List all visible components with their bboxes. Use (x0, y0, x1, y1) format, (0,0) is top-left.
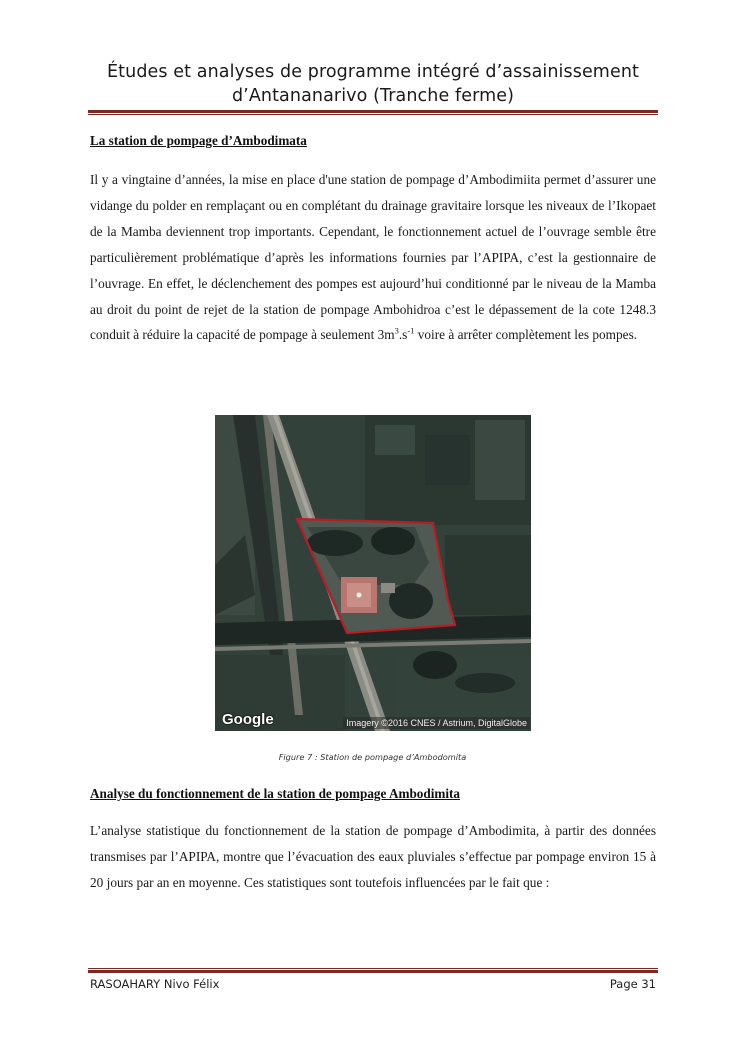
running-header (88, 60, 658, 108)
superscript-minus-one: -1 (407, 326, 415, 337)
header-title-line1: Études et analyses de programme intégré d’assainissement (107, 62, 639, 82)
paragraph-text-part1: Il y a vingtaine d’années, la mise en place d'une station de pompage d’Ambodimiita permet d’assurer une vidange du polder en remplaçant ou en complétant du drainage gravitaire lorsque les niveaux de l’Ikopaet de la Mamba deviennent trop importants. Cependant, le fonctionnement actuel de l’ouvrage semble être particulièrement problématique d’après les informations fournies par l’APIPA, c’est la gestionnaire de l’ouvrage. En effet, le déclenchement des pompes est aujourd’hui conditionné par le niveau de la Mamba au droit du point de rejet de la station de pompage Ambohidroa c’est le dépassement de la cote 1248.3 conduit à réduire la capacité de pompage à seulement 3m (90, 172, 656, 343)
header-divider (88, 110, 658, 116)
figure-caption: Figure 7 : Station de pompage d’Ambodomita (278, 752, 467, 762)
paragraph-text-part2: voire à arrêter complètement les pompes. (414, 327, 638, 343)
page-number: Page 31 (609, 977, 656, 991)
satellite-image-drawing (215, 415, 531, 731)
satellite-image (215, 415, 531, 731)
superscript-cube: 3 (394, 326, 399, 337)
paragraph-pump-station (90, 167, 656, 348)
paragraph-text-unit: .s (398, 327, 408, 343)
google-logo: Google (222, 711, 274, 728)
header-title-line2: d’Antananarivo (Tranche ferme) (231, 86, 515, 106)
imagery-credit: Imagery ©2016 CNES / Astrium, DigitalGlobe (343, 717, 530, 729)
footer-author: RASOAHARY Nivo Félix (90, 977, 220, 991)
footer-divider (88, 968, 658, 974)
section-heading-ambodimata: La station de pompage d’Ambodimata (90, 133, 307, 148)
paragraph-analysis: L’analyse statistique du fonctionnement de la station de pompage d’Ambodimita, à partir des données transmises par l’APIPA, montre que l’évacuation des eaux pluviales s’effectue par pompage environ 15 à 20 jours par an en moyenne. Ces statistiques sont toutefois influencées par le fait que : (90, 823, 656, 890)
section-heading-analysis: Analyse du fonctionnement de la station de pompage Ambodimita (90, 786, 461, 801)
